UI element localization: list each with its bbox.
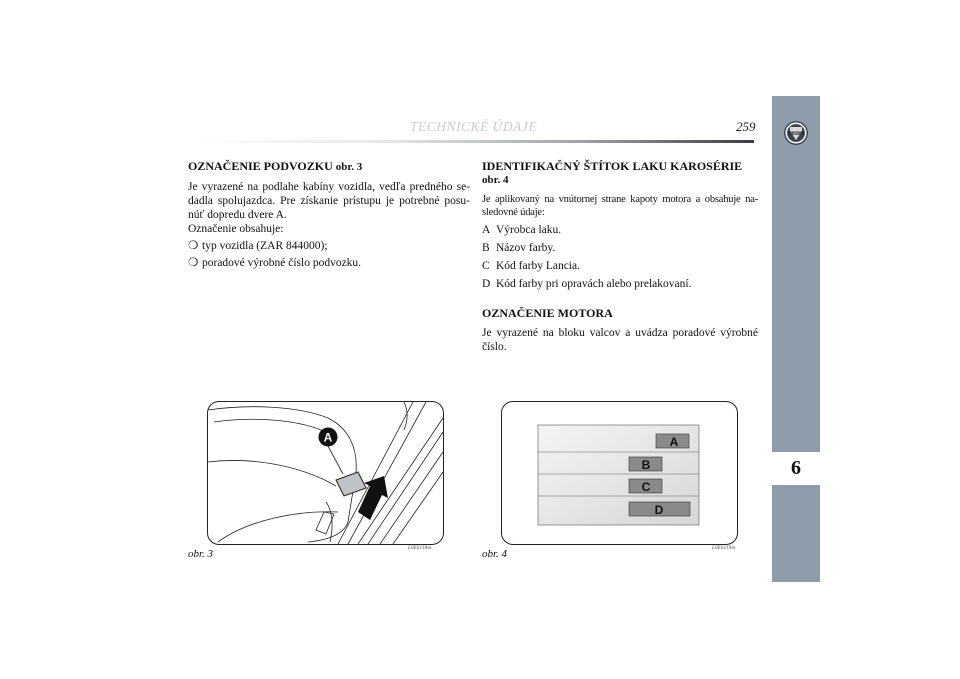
page-number: 259	[736, 119, 756, 134]
paint-plate-heading: IDENTIFIKAČNÝ ŠTÍTOK LAKU KAROSÉRIE obr. 4	[482, 159, 743, 186]
list-item: A Výrobca laku.	[482, 224, 562, 236]
paint-plate-list	[482, 223, 758, 291]
lancia-logo-icon	[784, 121, 808, 145]
header-rule	[188, 140, 754, 143]
callout-a-label: A	[323, 430, 333, 445]
figure-3-chassis-location	[207, 401, 444, 545]
paint-plate-paragraph: Je aplikovaný na vnútornej strane kapoty motora a obsahuje na-sledovné údaje:	[482, 194, 758, 218]
bullet-circle-icon: ❍	[188, 240, 199, 252]
list-item: ❍ poradové výrobné číslo podvozku.	[188, 257, 362, 269]
plate-label-a: A	[669, 435, 679, 449]
plate-label-c: C	[641, 480, 651, 494]
list-item: ❍ typ vozidla (ZAR 844000);	[188, 240, 328, 252]
list-item: B Názov farby.	[482, 242, 556, 254]
figure-3-code: L0E0118m	[408, 546, 432, 551]
paint-plate-illustration	[502, 402, 737, 544]
plate-label-b: B	[641, 458, 651, 472]
figure-4-paint-plate	[501, 401, 738, 545]
list-item: C Kód farby Lancia.	[482, 260, 580, 272]
running-header-title: TECHNICKÉ ÚDAJE	[410, 119, 538, 134]
engine-paragraph: Je vyrazené na bloku valcov a uvádza poradové výrobné číslo.	[482, 327, 758, 353]
svg-text:LANCIA: LANCIA	[791, 132, 801, 135]
section-number: 6	[791, 457, 801, 479]
chassis-heading: OZNAČENIE PODVOZKU obr. 3	[188, 159, 363, 173]
left-column	[188, 160, 470, 270]
section-sidebar	[772, 96, 820, 582]
section-tab[interactable]	[772, 452, 820, 485]
bullet-circle-icon: ❍	[188, 257, 199, 269]
figure-4-code: L0E0119m	[712, 546, 736, 551]
figure-4-caption: obr. 4	[482, 548, 508, 560]
engine-heading: OZNAČENIE MOTORA	[482, 306, 613, 320]
chassis-intro: Označenie obsahuje:	[188, 223, 284, 235]
chassis-illustration	[208, 402, 443, 544]
chassis-paragraph: Je vyrazené na podlahe kabíny vozidla, vedľa predného se-dadla spolujazdca. Pre získanie prístupu je potrebné posu-núť dopredu dvere A.	[188, 181, 470, 221]
figure-3-caption: obr. 3	[188, 548, 214, 560]
list-item: D Kód farby pri opravách alebo prelakovaní.	[482, 278, 692, 290]
right-column	[482, 160, 758, 354]
plate-label-d: D	[654, 503, 664, 517]
chassis-bullet-list	[188, 239, 470, 270]
